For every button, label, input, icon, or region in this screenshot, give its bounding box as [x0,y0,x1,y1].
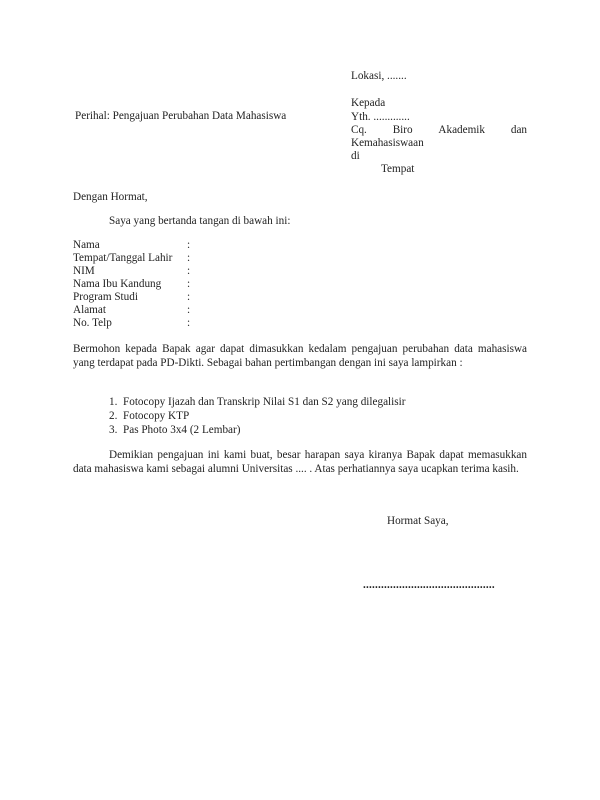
field-colon: : [187,317,191,329]
field-label: Program Studi [73,291,138,303]
field-label: No. Telp [73,317,112,329]
greeting: Dengan Hormat, [73,191,148,203]
signature-line: ............................................ [363,579,495,591]
recipient-line3: di [351,150,360,162]
attachment-number: 1. [109,396,118,408]
attachment-text: Fotocopy KTP [123,410,190,422]
closing-paragraph: Demikian pengajuan ini kami buat, besar harapan saya kiranya Bapak dapat memasukkan data mahasiswa kami sebagai alumni Universitas .... . Atas perhatiannya saya ucapkan terima kasih. [73,449,527,475]
recipient-cq-word: Biro [392,124,413,136]
recipient-line2: Kemahasiswaan [351,137,424,149]
recipient-cq-line [351,123,527,137]
attachment-text: Fotocopy Ijazah dan Transkrip Nilai S1 dan S2 yang dilegalisir [123,396,406,408]
signature-closing: Hormat Saya, [387,515,449,527]
subject-line: Perihal: Pengajuan Perubahan Data Mahasiswa [75,110,287,122]
field-colon: : [187,278,191,290]
request-paragraph: Bermohon kepada Bapak agar dapat dimasukkan kedalam pengajuan perubahan data mahasiswa yang terdapat pada PD-Dikti. Sebagai bahan pertimbangan dengan ini saya lampirkan : [73,343,527,369]
intro-line: Saya yang bertanda tangan di bawah ini: [109,215,291,227]
recipient-cq-word: Akademik [438,124,486,136]
field-label: Nama Ibu Kandung [73,278,162,290]
field-colon: : [187,239,191,251]
attachment-text: Pas Photo 3x4 (2 Lembar) [123,424,241,436]
field-label: Nama [73,239,100,251]
attachment-number: 3. [109,424,118,436]
field-colon: : [187,304,191,316]
recipient-cq-word: dan [510,124,527,136]
recipient-place: Tempat [381,163,415,175]
field-colon: : [187,252,191,264]
field-colon: : [187,265,191,277]
field-colon: : [187,291,191,303]
field-label: NIM [73,265,95,277]
field-label: Tempat/Tanggal Lahir [73,252,173,264]
location-date: Lokasi, ....... [351,70,407,82]
recipient-cq-word: Cq. [351,124,367,136]
recipient-label: Kepada [351,97,386,109]
attachment-number: 2. [109,410,118,422]
recipient-yth: Yth. ............. [351,111,410,123]
field-label: Alamat [73,304,106,316]
